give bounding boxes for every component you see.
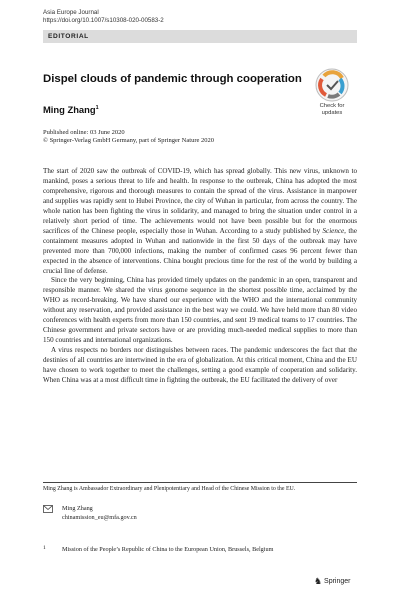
publisher-name: Springer <box>324 578 351 585</box>
author-line <box>43 104 99 115</box>
contact-name: Ming Zhang <box>62 505 93 512</box>
paragraph-text: The start of 2020 saw the outbreak of COVID-19, which has spread globally. This new virus, unknown to mankind, poses a serious threat to life and health. In response to the outbreak, China has adopted the most comprehensive, rigorous and thorough measures to contain the spread of the virus. Assistance in manpower and supplies was rapidly sent to Hubei Province, the city of Wuhan in particular, from across the country. The whole nation has been fighting the virus in solidarity, and managed to bring the situation under control in a relatively short period of time. The achievements would not have been possible but for the enormous sacrifices of the Chinese people, especially those in Wuhan. According to a study published by <box>43 167 357 235</box>
article-body <box>43 167 357 386</box>
author-name[interactable]: Ming Zhang <box>43 104 96 115</box>
published-date: Published online: 03 June 2020 <box>43 129 125 136</box>
publisher-logo <box>314 576 351 587</box>
paragraph <box>43 167 357 276</box>
author-affiliation-marker: 1 <box>95 104 99 111</box>
journal-name: Asia Europe Journal <box>43 9 99 16</box>
section-bar <box>43 30 357 43</box>
footnote-divider <box>43 482 357 483</box>
contact-email-link[interactable]: chinamission_eu@mfa.gov.cn <box>62 514 137 521</box>
copyright-notice: © Springer-Verlag GmbH Germany, part of Springer Nature 2020 <box>43 137 214 144</box>
paragraph: Since the very beginning, China has provided timely updates on the pandemic in an open, transparent and responsible manner. We shared the virus genome sequence in the shortest possible time, acclaimed by the WHO as record-breaking. We have shared our experience with the WHO and the international community without any reservation, and provided assistance in the best way we could. We have held more than 80 video conferences with health experts from more than 150 countries, and sent 19 medical teams to 17 countries. The Chinese government and private sectors have or are providing much-needed medical supplies to more than 150 countries and international organizations. <box>43 276 357 345</box>
section-label: EDITORIAL <box>48 33 89 40</box>
affiliation-text: Mission of the People’s Republic of China to the European Union, Brussels, Belgium <box>62 546 274 553</box>
article-title: Dispel clouds of pandemic through cooperation <box>43 73 302 85</box>
check-for-updates-label-2[interactable]: updates <box>321 110 343 116</box>
paragraph-text: , the containment measures adopted in Wuhan and nationwide in the first 50 days of the outbreak may have prevented more than 700,000 infections, making the number of confirmed cases 96 percent fewer than expected in the absence of interventions. China bought precious time for the rest of the world by building a crucial line of defense. <box>43 226 357 275</box>
check-for-updates-label[interactable]: Check for <box>319 103 345 109</box>
check-for-updates-icon[interactable] <box>310 66 354 104</box>
envelope-icon <box>43 505 53 513</box>
doi-link[interactable]: https://doi.org/10.1007/s10308-020-00583-2 <box>43 17 164 24</box>
affiliation-number: 1 <box>43 545 46 551</box>
journal-reference: Science <box>322 226 345 235</box>
author-bio-note: Ming Zhang is Ambassador Extraordinary and Plenipotentiary and Head of the Chinese Mission to the EU. <box>43 486 296 492</box>
paragraph: A virus respects no borders nor distinguishes between races. The pandemic underscores the fact that the destinies of all countries are intertwined in the era of globalization. At this critical moment, China and the EU have chosen to work together to meet the challenges, setting a good example of cooperation and solidarity. When China was at a most difficult time in fighting the outbreak, the EU facilitated the delivery of over <box>43 346 357 385</box>
springer-horse-icon: ♞ <box>314 576 323 586</box>
